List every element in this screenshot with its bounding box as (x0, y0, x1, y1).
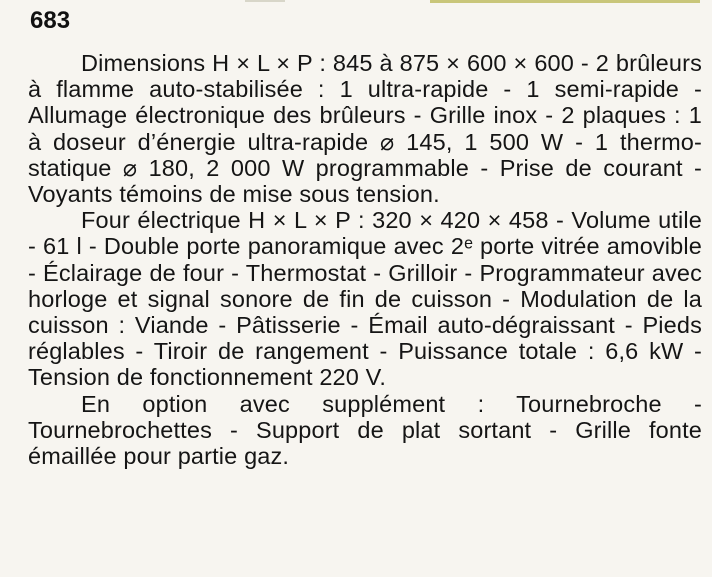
item-number: 683 (30, 7, 71, 34)
product-specification (28, 50, 702, 469)
oven-paragraph: Four électrique H × L × P : 320 × 420 × 458 - Volume utile - 61 l - Double porte panoramique avec 2ᵉ porte vitrée amovible - Éclairage de four - Thermostat - Grilloir - Programmateur avec horloge et signal sonore de fin de cuisson - Modulation de la cuisson : Viande - Pâtisserie - Émail auto-dégraissant - Pieds réglables - Tiroir de rangement - Puissance totale : 6,6 kW - Tension de fonctionnement 220 V. (28, 207, 702, 391)
print-smudge (245, 0, 285, 2)
cooktop-paragraph: Dimensions H × L × P : 845 à 875 × 600 × 600 - 2 brûleurs à flamme auto-stabilisée : 1 ultra-rapide - 1 semi-rapide - Allumage électronique des brûleurs - Grille inox - 2 plaques : 1 à doseur d’énergie ultra-rapide ⌀ 145, 1 500 W - 1 thermo-statique ⌀ 180, 2 000 W programmable - Prise de courant - Voyants témoins de mise sous tension. (28, 50, 702, 208)
top-rule (430, 0, 700, 3)
options-paragraph: En option avec supplément : Tournebroche - Tournebrochettes - Support de plat sortant - Grille fonte émaillée pour partie gaz. (28, 390, 702, 470)
